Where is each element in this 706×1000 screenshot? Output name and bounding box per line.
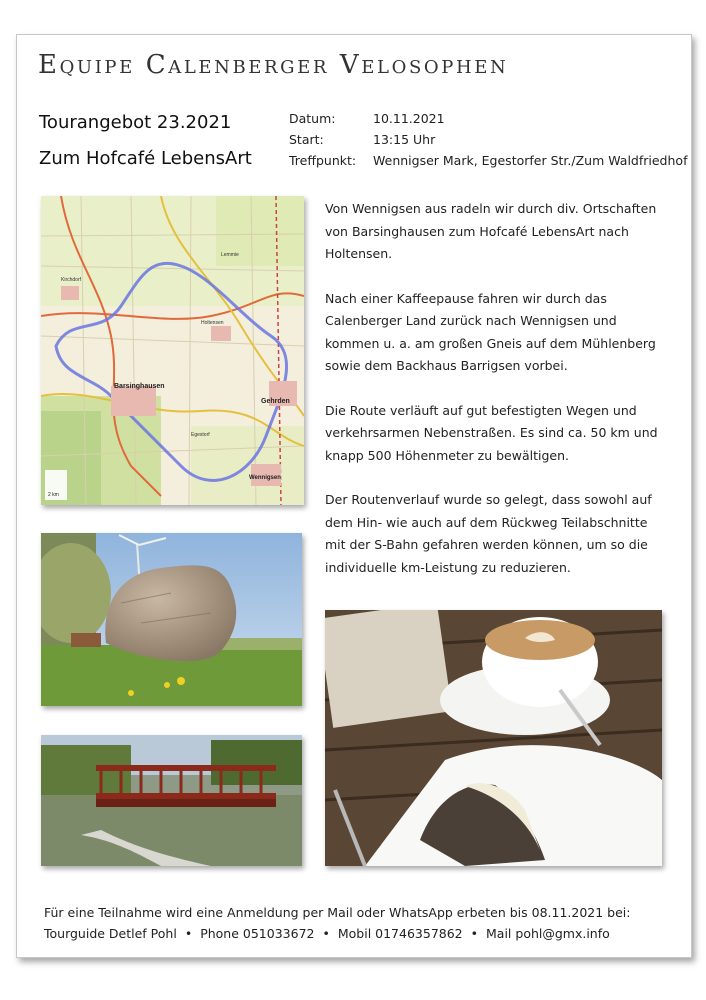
map-label-kirchdorf: Kirchdorf bbox=[61, 277, 82, 283]
route-map-graphic bbox=[41, 196, 304, 505]
map-label-egestorf: Egestorf bbox=[191, 432, 210, 438]
bridge-photo bbox=[41, 735, 302, 866]
start-row bbox=[289, 129, 687, 150]
date-value: 10.11.2021 bbox=[373, 111, 445, 126]
meeting-row bbox=[289, 150, 687, 171]
contact-line bbox=[44, 923, 630, 944]
map-scale: 2 km bbox=[48, 492, 59, 498]
meeting-label: Treffpunkt: bbox=[289, 153, 357, 168]
map-label-barsinghausen: Barsinghausen bbox=[114, 383, 165, 390]
club-title: Equipe Calenberger Velosophen bbox=[38, 50, 509, 80]
map-label-gehrden: Gehrden bbox=[261, 398, 290, 405]
mobile-number[interactable]: Mobil 01746357862 bbox=[337, 926, 463, 941]
coffee-cake-photo bbox=[325, 610, 662, 866]
tour-number: Tourangebot 23.2021 bbox=[39, 112, 232, 133]
date-label: Datum: bbox=[289, 111, 336, 126]
guide-name: Tourguide Detlef Pohl bbox=[44, 926, 177, 941]
start-label: Start: bbox=[289, 132, 324, 147]
meeting-value: Wennigser Mark, Egestorfer Str./Zum Waldfriedhof bbox=[373, 153, 688, 168]
tour-description bbox=[325, 198, 665, 601]
map-label-wennigsen: Wennigsen bbox=[249, 475, 281, 481]
registration-note: Für eine Teilnahme wird eine Anmeldung per Mail oder WhatsApp erbeten bis 08.11.2021 bei: bbox=[44, 905, 631, 920]
separator: • bbox=[470, 926, 479, 941]
description-paragraph-3: Die Route verläuft auf gut befestigten Wegen und verkehrsarmen Nebenstraßen. Es sind ca. 50 km und knapp 500 Höhenmeter zu bewältigen. bbox=[325, 402, 658, 463]
email-address[interactable]: Mail pohl@gmx.info bbox=[486, 926, 610, 941]
date-row bbox=[289, 108, 687, 129]
description-paragraph-1: Von Wennigsen aus radeln wir durch div. Ortschaften von Barsinghausen zum Hofcafé LebensArt nach Holtensen. bbox=[325, 201, 657, 261]
route-map bbox=[41, 196, 304, 505]
boulder-photo-graphic bbox=[41, 533, 302, 706]
description-paragraph-4: Der Routenverlauf wurde so gelegt, dass sowohl auf dem Hin- wie auch auf dem Rückweg Teilabschnitte mit der S-Bahn gefahren werden können, um so die individuelle km-Leistung zu reduzieren. bbox=[325, 492, 652, 575]
tour-info bbox=[289, 108, 687, 171]
separator: • bbox=[184, 926, 193, 941]
coffee-cake-photo-graphic bbox=[325, 610, 662, 866]
map-label-holtensen: Holtensen bbox=[201, 320, 224, 326]
phone-number[interactable]: Phone 051033672 bbox=[200, 926, 315, 941]
map-label-lemmie: Lemmie bbox=[221, 252, 239, 258]
registration-footer bbox=[44, 902, 630, 944]
description-paragraph-2: Nach einer Kaffeepause fahren wir durch das Calenberger Land zurück nach Wennigsen und kommen u. a. am großen Gneis auf dem Mühlenberg sowie dem Backhaus Barrigsen vorbei. bbox=[325, 290, 656, 373]
tour-name: Zum Hofcafé LebensArt bbox=[39, 148, 252, 169]
boulder-photo bbox=[41, 533, 302, 706]
start-value: 13:15 Uhr bbox=[373, 132, 436, 147]
separator: • bbox=[322, 926, 330, 941]
bridge-photo-graphic bbox=[41, 735, 302, 866]
